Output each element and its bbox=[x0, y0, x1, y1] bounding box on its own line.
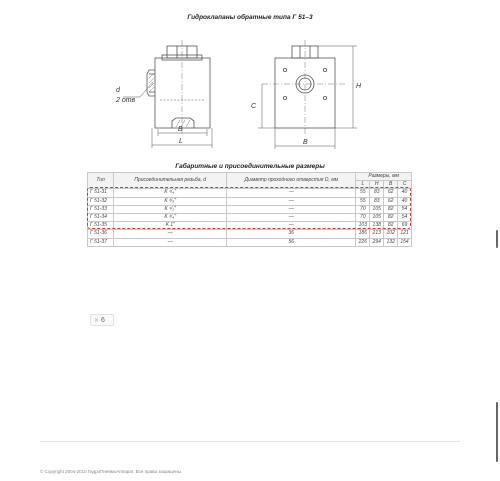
cell-h: 138 bbox=[370, 222, 384, 230]
share-counter-button[interactable] bbox=[90, 314, 114, 326]
copyright-text: © Copyright 2004-2010 ГидроПневмоАппарат. Все права защищены. bbox=[40, 469, 183, 474]
close-icon: ✕ bbox=[94, 317, 100, 324]
cell-diameter: 36 bbox=[227, 230, 356, 238]
cell-thread: K ³/₄" bbox=[114, 214, 227, 222]
cell-h: 213 bbox=[370, 230, 384, 238]
cell-b: 102 bbox=[384, 230, 398, 238]
cell-diameter: — bbox=[227, 214, 356, 222]
cell-diameter: — bbox=[227, 197, 356, 205]
cell-thread: K ¹/₄" bbox=[114, 189, 227, 197]
cell-b: 62 bbox=[384, 189, 398, 197]
page-title: Гидроклапаны обратные типа Г 51–3 bbox=[187, 14, 313, 21]
cell-diameter: 56 bbox=[227, 238, 356, 246]
col-header-b: B bbox=[384, 181, 398, 189]
cell-b: 82 bbox=[384, 214, 398, 222]
selection-highlight bbox=[87, 187, 411, 229]
cell-l: 103 bbox=[356, 222, 370, 230]
cell-type: Г 51-33 bbox=[88, 205, 114, 213]
cell-diameter: — bbox=[227, 205, 356, 213]
col-header-l: L bbox=[356, 181, 370, 189]
label-d: d bbox=[116, 87, 120, 94]
col-header-c: C bbox=[398, 181, 412, 189]
cell-c: 40 bbox=[398, 197, 412, 205]
cell-l: 55 bbox=[356, 189, 370, 197]
cell-h: 294 bbox=[370, 238, 384, 246]
share-count: 6 bbox=[101, 316, 105, 324]
cell-diameter: — bbox=[227, 222, 356, 230]
cell-type: Г 51-34 bbox=[88, 214, 114, 222]
cell-b: 132 bbox=[384, 238, 398, 246]
col-header-type: Тип bbox=[88, 173, 114, 189]
cell-b: 62 bbox=[384, 197, 398, 205]
cell-l: 70 bbox=[356, 214, 370, 222]
valve-drawing bbox=[0, 0, 500, 160]
cell-c: 69 bbox=[398, 222, 412, 230]
cell-thread: K ³/₈" bbox=[114, 197, 227, 205]
cell-type: Г 51-32 bbox=[88, 197, 114, 205]
scrollbar-thumb-lower[interactable] bbox=[496, 402, 498, 462]
cell-type: Г 51-37 bbox=[88, 238, 114, 246]
cell-h: 105 bbox=[370, 214, 384, 222]
cell-l: 186 bbox=[356, 230, 370, 238]
cell-thread: K 1" bbox=[114, 222, 227, 230]
col-header-thread: Присоединительная резьба, d bbox=[114, 173, 227, 189]
cell-b: 82 bbox=[384, 205, 398, 213]
cell-c: 54 bbox=[398, 214, 412, 222]
cell-thread: — bbox=[114, 238, 227, 246]
label-b-left: B bbox=[178, 126, 183, 133]
cell-h: 105 bbox=[370, 205, 384, 213]
cell-thread: K ¹/₂" bbox=[114, 205, 227, 213]
table-row bbox=[88, 238, 412, 246]
cell-type: Г 51-35 bbox=[88, 222, 114, 230]
label-h: H bbox=[356, 83, 362, 90]
table-row bbox=[88, 230, 412, 238]
cell-l: 70 bbox=[356, 205, 370, 213]
cell-type: Г 51-36 bbox=[88, 230, 114, 238]
label-two-holes: 2 отв bbox=[116, 97, 136, 104]
cell-c: 40 bbox=[398, 189, 412, 197]
label-b-right: B bbox=[303, 139, 308, 146]
table-title: Габаритные и присоединительные размеры bbox=[175, 163, 325, 170]
cell-c: 154 bbox=[398, 238, 412, 246]
cell-type: Г 51-31 bbox=[88, 189, 114, 197]
cell-h: 83 bbox=[370, 197, 384, 205]
scrollbar-thumb[interactable] bbox=[496, 230, 498, 248]
cell-diameter: — bbox=[227, 189, 356, 197]
cell-l: 55 bbox=[356, 197, 370, 205]
cell-thread: — bbox=[114, 230, 227, 238]
cell-l: 226 bbox=[356, 238, 370, 246]
cell-c: 121 bbox=[398, 230, 412, 238]
col-header-diameter: Диаметр проходного отверстия D, мм bbox=[227, 173, 356, 189]
cell-c: 54 bbox=[398, 205, 412, 213]
label-c: C bbox=[251, 103, 257, 110]
col-header-h: H bbox=[370, 181, 384, 189]
footer-divider bbox=[40, 441, 460, 442]
cell-b: 82 bbox=[384, 222, 398, 230]
col-header-sizes: Размеры, мм bbox=[356, 173, 412, 181]
label-l: L bbox=[179, 138, 183, 145]
cell-h: 83 bbox=[370, 189, 384, 197]
valve-body-front bbox=[155, 58, 210, 128]
